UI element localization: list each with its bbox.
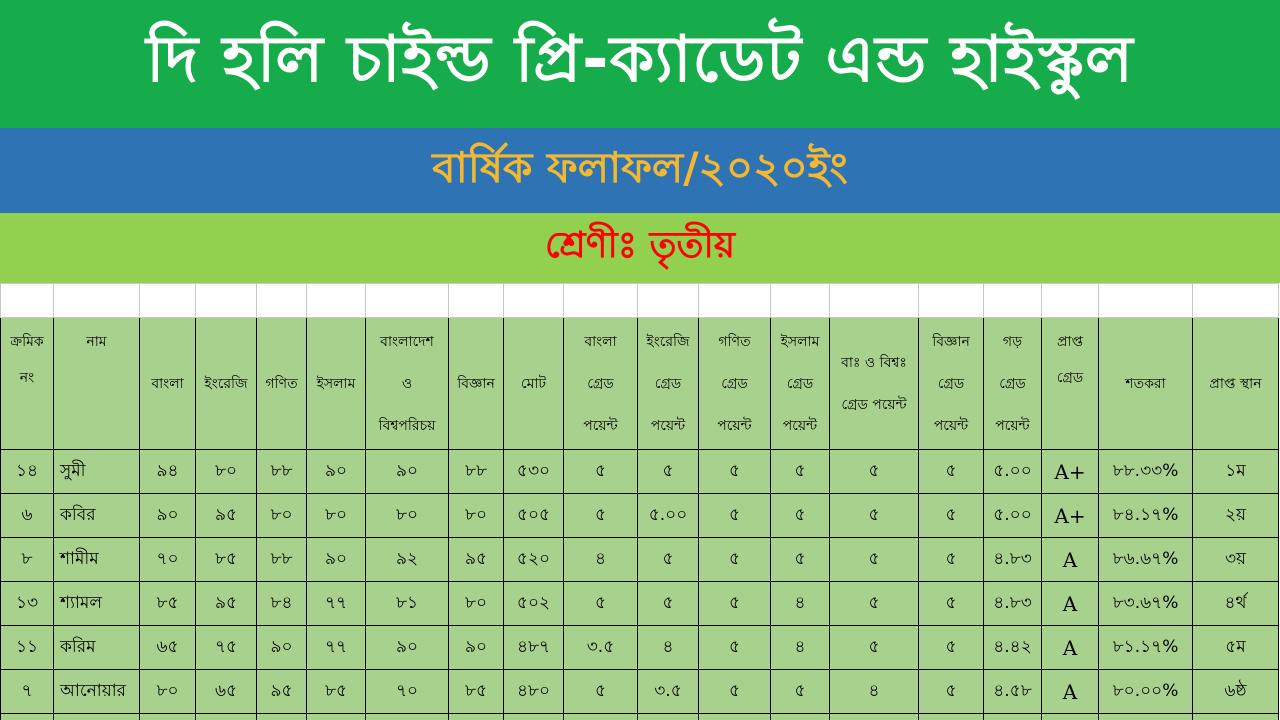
cell-grade[interactable]: A [1042, 670, 1099, 714]
header-row [1, 318, 1279, 450]
header-line: বিজ্ঞান [932, 333, 970, 350]
cell-science[interactable]: ৯৫ [449, 538, 504, 582]
result-title-band [0, 128, 1280, 213]
cell-name[interactable]: করিম [54, 626, 140, 670]
cell-bangla-gp[interactable]: ৫ [564, 582, 638, 626]
cell-english-gp[interactable]: ৫ [638, 582, 699, 626]
cell-science-gp[interactable]: ৫ [919, 538, 984, 582]
header-line: প্রাপ্ত স্থান [1209, 375, 1262, 392]
cell-math-gp[interactable]: ৫ [699, 626, 771, 670]
cell-bgs-gp[interactable]: ৪ [830, 670, 919, 714]
empty-cell[interactable] [449, 714, 504, 720]
cell-bgs-gp[interactable]: ৫ [830, 450, 919, 494]
table-row [1, 450, 1279, 494]
header-line: পয়েন্ট [717, 417, 752, 434]
header-math[interactable] [257, 318, 307, 450]
header-line: ইংরেজি [646, 333, 690, 350]
header-name[interactable] [54, 318, 140, 450]
header-total[interactable] [504, 318, 564, 450]
header-line: বাংলা [584, 333, 617, 350]
cell-total[interactable]: ৫২০ [504, 538, 564, 582]
result-title: বার্ষিক ফলাফল/২০২০ইং [432, 143, 848, 192]
header-line: গণিত [265, 375, 298, 392]
header-percent[interactable] [1099, 318, 1193, 450]
cell-bgs[interactable]: ৮০ [366, 494, 449, 538]
cell-science-gp[interactable]: ৫ [919, 450, 984, 494]
cell-bangla-gp[interactable]: ৫ [564, 494, 638, 538]
cell-serial[interactable]: ১১ [1, 626, 54, 670]
cell-islam[interactable]: ৭৭ [307, 582, 366, 626]
header-science-gp[interactable] [919, 318, 984, 450]
table-row [1, 494, 1279, 538]
cell-grade[interactable]: A+ [1042, 494, 1099, 538]
header-line: গ্রেড [1056, 370, 1084, 386]
school-title-band [0, 0, 1280, 128]
result-sheet [0, 283, 1280, 720]
cell-english-gp[interactable]: ৫ [638, 538, 699, 582]
cell-serial[interactable]: ৬ [1, 494, 54, 538]
cell-bgs-gp[interactable]: ৫ [830, 538, 919, 582]
empty-cell[interactable] [1193, 714, 1279, 720]
cell-math-gp[interactable]: ৫ [699, 450, 771, 494]
cell-name[interactable]: শ্যামল [54, 582, 140, 626]
header-serial[interactable] [1, 318, 54, 450]
cell-math[interactable]: ৮৮ [257, 450, 307, 494]
cell-science-gp[interactable]: ৫ [919, 670, 984, 714]
cell-english-gp[interactable]: ৩.৫ [638, 670, 699, 714]
header-islam-gp[interactable] [771, 318, 830, 450]
cell-islam[interactable]: ৯০ [307, 538, 366, 582]
table-row [1, 714, 1279, 720]
cell-bgs[interactable]: ৯০ [366, 626, 449, 670]
cell-serial[interactable]: ৭ [1, 670, 54, 714]
header-line: গ্রেড [654, 375, 682, 392]
cell-total[interactable]: ৫০২ [504, 582, 564, 626]
header-line: নাম [86, 334, 107, 350]
header-line: গ্রেড [786, 375, 814, 392]
cell-position[interactable]: ৬ষ্ঠ [1193, 670, 1279, 714]
cell-islam[interactable]: ৮৫ [307, 670, 366, 714]
header-line: বাংলাদেশ [380, 333, 434, 350]
cell-bgs-gp[interactable]: ৫ [830, 494, 919, 538]
cell-total[interactable]: ৫০৫ [504, 494, 564, 538]
empty-cell[interactable] [257, 714, 307, 720]
cell-english[interactable]: ৬৫ [196, 670, 257, 714]
cell-bgs-gp[interactable]: ৫ [830, 582, 919, 626]
cell-bangla-gp[interactable]: ৫ [564, 670, 638, 714]
cell-english[interactable]: ৮০ [196, 450, 257, 494]
cell-total[interactable]: ৫৩০ [504, 450, 564, 494]
cell-name[interactable]: সুমী [54, 450, 140, 494]
table-row [1, 626, 1279, 670]
header-line: বিজ্ঞান [457, 375, 495, 392]
cell-name[interactable]: শামীম [54, 538, 140, 582]
result-table [0, 283, 1279, 720]
cell-science-gp[interactable]: ৫ [919, 582, 984, 626]
header-science[interactable] [449, 318, 504, 450]
cell-islam-gp[interactable]: ৫ [771, 670, 830, 714]
empty-cell[interactable] [1042, 714, 1099, 720]
table-row [1, 582, 1279, 626]
cell-grade[interactable]: A [1042, 626, 1099, 670]
cell-bgs[interactable]: ৭০ [366, 670, 449, 714]
cell-math[interactable]: ৯০ [257, 626, 307, 670]
header-bangla-gp[interactable] [564, 318, 638, 450]
cell-bgs[interactable]: ৯০ [366, 450, 449, 494]
cell-english-gp[interactable]: ৫ [638, 450, 699, 494]
header-bgs-gp[interactable] [830, 318, 919, 450]
cell-serial[interactable]: ১৪ [1, 450, 54, 494]
cell-bangla[interactable]: ৮৫ [140, 582, 196, 626]
header-english[interactable] [196, 318, 257, 450]
cell-islam-gp[interactable]: ৪ [771, 626, 830, 670]
header-line: নং [19, 370, 35, 386]
cell-grade[interactable]: A [1042, 582, 1099, 626]
table-row [1, 538, 1279, 582]
cell-science[interactable]: ৮৫ [449, 670, 504, 714]
cell-english[interactable]: ৯৫ [196, 582, 257, 626]
header-line: গ্রেড [999, 375, 1026, 392]
cell-math[interactable]: ৯৫ [257, 670, 307, 714]
empty-cell[interactable] [1, 714, 54, 720]
cell-math-gp[interactable]: ৫ [699, 670, 771, 714]
header-line: ইসলাম [780, 333, 820, 350]
header-line: শতকরা [1125, 375, 1166, 392]
cell-percent[interactable]: ৮৬.৬৭% [1099, 538, 1193, 582]
cell-avg-gp[interactable]: ৪.৮৩ [984, 538, 1042, 582]
cell-name[interactable]: কবির [54, 494, 140, 538]
header-line: পয়েন্ট [583, 417, 618, 434]
cell-bangla-gp[interactable]: ৫ [564, 450, 638, 494]
cell-bgs-gp[interactable]: ৫ [830, 626, 919, 670]
header-line: প্রাপ্ত [1056, 334, 1083, 350]
cell-islam-gp[interactable]: ৫ [771, 450, 830, 494]
cell-bangla[interactable]: ৮০ [140, 670, 196, 714]
cell-avg-gp[interactable]: ৫.০০ [984, 494, 1042, 538]
cell-percent[interactable]: ৮৩.৬৭% [1099, 582, 1193, 626]
header-line: গণিত [718, 333, 751, 350]
cell-bangla[interactable]: ৭০ [140, 538, 196, 582]
header-line: পয়েন্ট [933, 417, 969, 434]
cell-position[interactable]: ৪র্থ [1193, 582, 1279, 626]
header-grade[interactable] [1042, 318, 1099, 450]
cell-position[interactable]: ৩য় [1193, 538, 1279, 582]
header-line: বিশ্বপরিচয় [378, 417, 436, 434]
cell-bangla-gp[interactable]: ৩.৫ [564, 626, 638, 670]
header-line: বাঃ ও বিশ্বঃ [841, 354, 907, 371]
cell-percent[interactable]: ৮০.০০% [1099, 670, 1193, 714]
cell-bgs[interactable]: ৯২ [366, 538, 449, 582]
cell-science-gp[interactable]: ৫ [919, 494, 984, 538]
empty-cell[interactable] [140, 714, 196, 720]
header-islam[interactable] [307, 318, 366, 450]
cell-total[interactable]: ৪৮০ [504, 670, 564, 714]
header-line: পয়েন্ট [650, 417, 686, 434]
header-bgs[interactable] [366, 318, 449, 450]
cell-bangla[interactable]: ৯৪ [140, 450, 196, 494]
empty-cell[interactable] [366, 714, 449, 720]
cell-bangla-gp[interactable]: ৪ [564, 538, 638, 582]
cell-grade[interactable]: A+ [1042, 450, 1099, 494]
header-line: গ্রেড [587, 375, 614, 392]
cell-avg-gp[interactable]: ৪.৫৮ [984, 670, 1042, 714]
cell-position[interactable]: ৫ম [1193, 626, 1279, 670]
header-english-gp[interactable] [638, 318, 699, 450]
cell-percent[interactable]: ৮৪.১৭% [1099, 494, 1193, 538]
cell-english-gp[interactable]: ৪ [638, 626, 699, 670]
header-line: বাংলা [151, 375, 184, 392]
cell-islam-gp[interactable]: ৫ [771, 538, 830, 582]
header-line: ও [401, 375, 413, 392]
header-line: গ্রেড [721, 375, 748, 392]
cell-position[interactable]: ১ম [1193, 450, 1279, 494]
class-label: শ্রেণীঃ তৃতীয় [544, 225, 736, 266]
cell-math[interactable]: ৮৪ [257, 582, 307, 626]
cell-islam[interactable]: ৭৭ [307, 626, 366, 670]
header-line: গ্রেড পয়েন্ট [841, 396, 907, 413]
cell-islam-gp[interactable]: ৫ [771, 494, 830, 538]
cell-bangla[interactable]: ৬৫ [140, 626, 196, 670]
header-line: মোট [520, 375, 547, 392]
cell-math-gp[interactable]: ৫ [699, 582, 771, 626]
cell-percent[interactable]: ৮১.১৭% [1099, 626, 1193, 670]
cell-english-gp[interactable]: ৫.০০ [638, 494, 699, 538]
empty-cell[interactable] [699, 714, 771, 720]
header-line: গড় [1002, 333, 1023, 350]
cell-islam-gp[interactable]: ৪ [771, 582, 830, 626]
school-name: দি হলি চাইল্ড প্রি-ক্যাডেট এন্ড হাইস্কুল [146, 22, 1134, 97]
blank-row [1, 284, 1279, 318]
empty-cell[interactable] [307, 714, 366, 720]
cell-islam[interactable]: ৯০ [307, 450, 366, 494]
cell-science[interactable]: ৮৮ [449, 450, 504, 494]
cell-english[interactable]: ৭৫ [196, 626, 257, 670]
cell-math[interactable]: ৮৮ [257, 538, 307, 582]
cell-avg-gp[interactable]: ৪.৮৩ [984, 582, 1042, 626]
cell-math-gp[interactable]: ৫ [699, 494, 771, 538]
cell-position[interactable]: ২য় [1193, 494, 1279, 538]
cell-english[interactable]: ৮৫ [196, 538, 257, 582]
cell-serial[interactable]: ১৩ [1, 582, 54, 626]
cell-bgs[interactable]: ৮১ [366, 582, 449, 626]
cell-avg-gp[interactable]: ৫.০০ [984, 450, 1042, 494]
cell-math[interactable]: ৮০ [257, 494, 307, 538]
empty-cell[interactable] [984, 714, 1042, 720]
table-row [1, 670, 1279, 714]
empty-cell[interactable] [196, 714, 257, 720]
header-math-gp[interactable] [699, 318, 771, 450]
cell-science[interactable]: ৯০ [449, 626, 504, 670]
header-line: ইংরেজি [204, 375, 248, 392]
header-avg-gp[interactable] [984, 318, 1042, 450]
cell-science[interactable]: ৮০ [449, 582, 504, 626]
header-line: পয়েন্ট [782, 417, 818, 434]
cell-grade[interactable]: A [1042, 538, 1099, 582]
empty-cell[interactable] [919, 714, 984, 720]
header-line: ক্রমিক [10, 334, 44, 350]
cell-percent[interactable]: ৮৮.৩৩% [1099, 450, 1193, 494]
empty-cell[interactable] [771, 714, 830, 720]
empty-cell[interactable] [54, 714, 140, 720]
cell-science[interactable]: ৮০ [449, 494, 504, 538]
cell-total[interactable]: ৪৮৭ [504, 626, 564, 670]
class-band [0, 213, 1280, 283]
empty-cell[interactable] [830, 714, 919, 720]
header-position[interactable] [1193, 318, 1279, 450]
cell-english[interactable]: ৯৫ [196, 494, 257, 538]
empty-cell[interactable] [564, 714, 638, 720]
header-bangla[interactable] [140, 318, 196, 450]
cell-bangla[interactable]: ৯০ [140, 494, 196, 538]
cell-avg-gp[interactable]: ৪.৪২ [984, 626, 1042, 670]
empty-cell[interactable] [504, 714, 564, 720]
cell-science-gp[interactable]: ৫ [919, 626, 984, 670]
cell-name[interactable]: আনোয়ার [54, 670, 140, 714]
empty-cell[interactable] [1099, 714, 1193, 720]
header-line: গ্রেড [937, 375, 965, 392]
header-line: ইসলাম [316, 375, 356, 392]
cell-math-gp[interactable]: ৫ [699, 538, 771, 582]
empty-cell[interactable] [638, 714, 699, 720]
cell-islam[interactable]: ৮০ [307, 494, 366, 538]
cell-serial[interactable]: ৮ [1, 538, 54, 582]
header-line: পয়েন্ট [995, 417, 1030, 434]
